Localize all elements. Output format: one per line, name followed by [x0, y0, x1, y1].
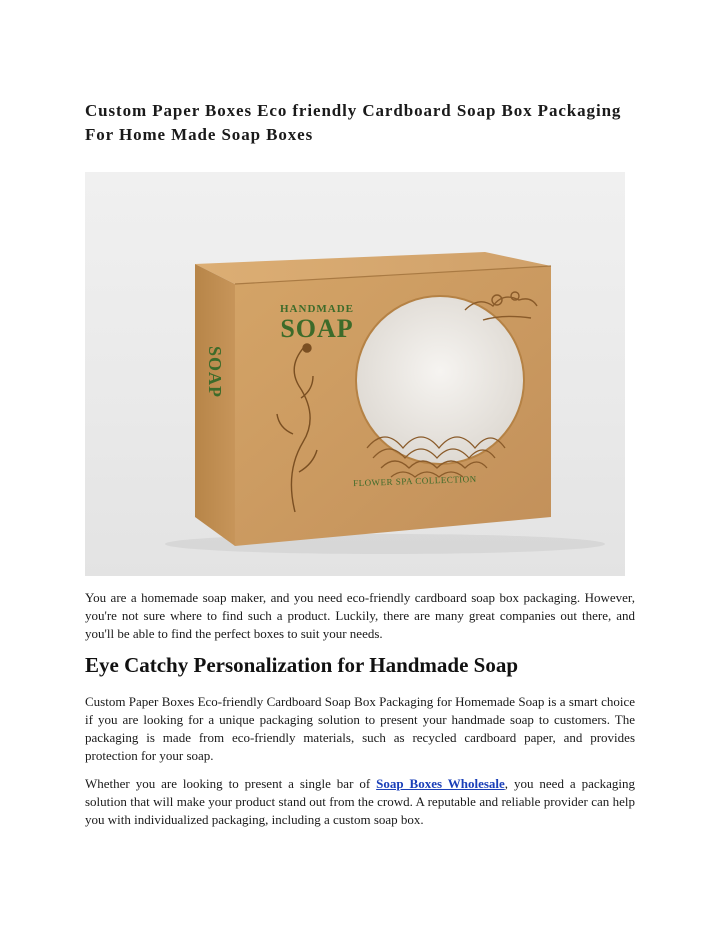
soap-boxes-wholesale-link[interactable]: Soap Boxes Wholesale	[376, 776, 505, 791]
brand-big-text: SOAP	[280, 314, 354, 343]
paragraph-text-before-link: Whether you are looking to present a single bar of	[85, 776, 377, 791]
paragraph-text-after-link: , you need a packaging solution that will make your product stand out from the crowd. A reputable and reliable provider can help you with individualized packaging, including a custom soap box.	[85, 776, 636, 827]
box-side-face	[195, 264, 235, 546]
product-photo	[85, 172, 625, 576]
collection-text: FLOWER SPA COLLECTION	[352, 473, 477, 489]
intro-paragraph: You are a homemade soap maker, and you need eco-friendly cardboard soap box packaging. However, you're not sure where to find such a product. Luckily, there are many great companies out there, and you'll be able to find the perfect boxes to suit your needs.	[85, 590, 635, 641]
body-paragraph-1: Custom Paper Boxes Eco-friendly Cardboard Soap Box Packaging for Homemade Soap is a smart choice if you are looking for a unique packaging solution to present your handmade soap to customers. The packaging is made from eco-friendly materials, such as recycled cardboard paper, and provides protection for your soap.	[85, 694, 635, 763]
page-title: Custom Paper Boxes Eco friendly Cardboard Soap Box Packaging For Home Made Soap Boxes	[85, 101, 622, 144]
side-brand-text: SOAP	[205, 345, 225, 399]
window-cutout	[356, 296, 524, 464]
section-heading: Eye Catchy Personalization for Handmade Soap	[85, 653, 519, 677]
soap-box-illustration	[85, 172, 625, 576]
body-paragraph-2	[85, 775, 635, 829]
brand-small-text: HANDMADE	[280, 303, 354, 315]
